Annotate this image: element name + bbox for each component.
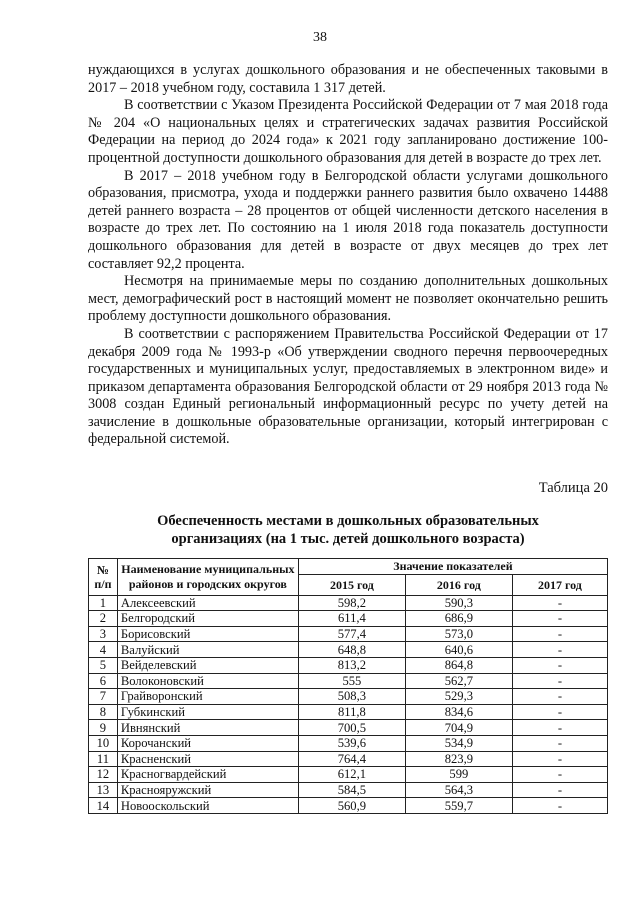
district-name: Грайворонский xyxy=(117,689,298,705)
value-2016: 864,8 xyxy=(405,657,512,673)
row-number: 5 xyxy=(89,657,118,673)
value-2016: 534,9 xyxy=(405,735,512,751)
paragraph: нуждающихся в услугах дошкольного образования и не обеспеченных таковыми в 2017 – 2018 учебном году, составила 1 317 детей. xyxy=(88,62,608,96)
row-number: 10 xyxy=(89,735,118,751)
value-2016: 704,9 xyxy=(405,720,512,736)
paragraph: Несмотря на принимаемые меры по созданию дополнительных дошкольных мест, демографический рост в настоящий момент не позволяет окончательно решить проблему доступности дошкольного образования. xyxy=(88,273,608,325)
row-number: 12 xyxy=(89,767,118,783)
value-2017: - xyxy=(512,798,607,814)
table-row xyxy=(89,626,608,642)
district-name: Корочанский xyxy=(117,735,298,751)
table-row xyxy=(89,689,608,705)
value-2017: - xyxy=(512,767,607,783)
value-2016: 573,0 xyxy=(405,626,512,642)
district-name: Вейделевский xyxy=(117,657,298,673)
paragraph: В соответствии с Указом Президента Российской Федерации от 7 мая 2018 года № 204 «О национальных целях и стратегических задачах развития Российской Федерации на период до 2024 года» к 2021 году запланировано достижение 100-процентной доступности дошкольного образования для детей в возрасте до трех лет. xyxy=(88,97,608,166)
value-2017: - xyxy=(512,689,607,705)
table-row xyxy=(89,767,608,783)
table-row xyxy=(89,704,608,720)
data-table xyxy=(88,558,608,814)
value-2017: - xyxy=(512,657,607,673)
value-2015: 539,6 xyxy=(298,735,405,751)
table-title xyxy=(88,512,608,548)
row-number: 14 xyxy=(89,798,118,814)
district-name: Ивнянский xyxy=(117,720,298,736)
table-row xyxy=(89,798,608,814)
district-name: Краснояружский xyxy=(117,782,298,798)
value-2017: - xyxy=(512,626,607,642)
value-2015: 612,1 xyxy=(298,767,405,783)
value-2016: 640,6 xyxy=(405,642,512,658)
table-row xyxy=(89,751,608,767)
row-number: 2 xyxy=(89,611,118,627)
row-number: 6 xyxy=(89,673,118,689)
value-2017: - xyxy=(512,595,607,611)
value-2015: 577,4 xyxy=(298,626,405,642)
value-2015: 813,2 xyxy=(298,657,405,673)
district-name: Белгородский xyxy=(117,611,298,627)
value-2015: 811,8 xyxy=(298,704,405,720)
district-name: Борисовский xyxy=(117,626,298,642)
value-2016: 823,9 xyxy=(405,751,512,767)
value-2017: - xyxy=(512,673,607,689)
district-name: Новооскольский xyxy=(117,798,298,814)
value-2016: 599 xyxy=(405,767,512,783)
value-2015: 560,9 xyxy=(298,798,405,814)
value-2016: 559,7 xyxy=(405,798,512,814)
value-2017: - xyxy=(512,782,607,798)
table-title-line: организациях (на 1 тыс. детей дошкольного возраста) xyxy=(171,531,525,547)
value-2017: - xyxy=(512,720,607,736)
body-text xyxy=(88,62,608,449)
value-2015: 764,4 xyxy=(298,751,405,767)
district-name: Красногвардейский xyxy=(117,767,298,783)
value-2015: 584,5 xyxy=(298,782,405,798)
table-row xyxy=(89,673,608,689)
table-row xyxy=(89,657,608,673)
value-2017: - xyxy=(512,751,607,767)
paragraph: В соответствии с распоряжением Правительства Российской Федерации от 17 декабря 2009 года № 1993-р «Об утверждении сводного перечня первоочередных государственных и муниципальных услуг, предоставляемых в электронном виде» и приказом департамента образования Белгородской области от 29 ноября 2013 года № 3008 создан Единый региональный информационный ресурс по учету детей на зачисление в дошкольные образовательные организации, который интегрирован с федеральной системой. xyxy=(88,325,608,448)
value-2015: 508,3 xyxy=(298,689,405,705)
header-num: № п/п xyxy=(89,559,118,596)
value-2016: 562,7 xyxy=(405,673,512,689)
page-number: 38 xyxy=(313,30,327,45)
district-name: Волоконовский xyxy=(117,673,298,689)
value-2015: 700,5 xyxy=(298,720,405,736)
value-2015: 648,8 xyxy=(298,642,405,658)
table-row xyxy=(89,720,608,736)
row-number: 8 xyxy=(89,704,118,720)
row-number: 1 xyxy=(89,595,118,611)
header-year: 2015 год xyxy=(298,574,405,595)
table-row xyxy=(89,642,608,658)
header-year: 2017 год xyxy=(512,574,607,595)
table-row xyxy=(89,595,608,611)
table-body xyxy=(89,595,608,813)
table-header-row xyxy=(89,559,608,575)
district-name: Красненский xyxy=(117,751,298,767)
table-row xyxy=(89,782,608,798)
table-row xyxy=(89,611,608,627)
district-name: Алексеевский xyxy=(117,595,298,611)
table-title-line: Обеспеченность местами в дошкольных образовательных xyxy=(157,513,539,529)
value-2015: 611,4 xyxy=(298,611,405,627)
value-2017: - xyxy=(512,704,607,720)
header-name: Наименование муниципальных районов и городских округов xyxy=(117,559,298,596)
value-2017: - xyxy=(512,642,607,658)
value-2015: 555 xyxy=(298,673,405,689)
row-number: 13 xyxy=(89,782,118,798)
header-year: 2016 год xyxy=(405,574,512,595)
value-2016: 834,6 xyxy=(405,704,512,720)
row-number: 11 xyxy=(89,751,118,767)
header-values: Значение показателей xyxy=(298,559,607,575)
row-number: 3 xyxy=(89,626,118,642)
paragraph: В 2017 – 2018 учебном году в Белгородской области услугами дошкольного образования, присмотра, ухода и поддержки раннего развития было охвачено 14488 детей раннего возраста – 28 процентов от общей численности детского населения в возрасте до трех лет. По состоянию на 1 июля 2018 года показатель доступности дошкольного образования для детей в возрасте от двух месяцев до трех лет составляет 92,2 процента. xyxy=(88,167,608,272)
row-number: 7 xyxy=(89,689,118,705)
value-2016: 564,3 xyxy=(405,782,512,798)
value-2015: 598,2 xyxy=(298,595,405,611)
value-2016: 686,9 xyxy=(405,611,512,627)
value-2016: 590,3 xyxy=(405,595,512,611)
row-number: 9 xyxy=(89,720,118,736)
value-2017: - xyxy=(512,735,607,751)
district-name: Губкинский xyxy=(117,704,298,720)
row-number: 4 xyxy=(89,642,118,658)
table-label: Таблица 20 xyxy=(538,480,608,496)
district-name: Валуйский xyxy=(117,642,298,658)
table-row xyxy=(89,735,608,751)
value-2017: - xyxy=(512,611,607,627)
value-2016: 529,3 xyxy=(405,689,512,705)
